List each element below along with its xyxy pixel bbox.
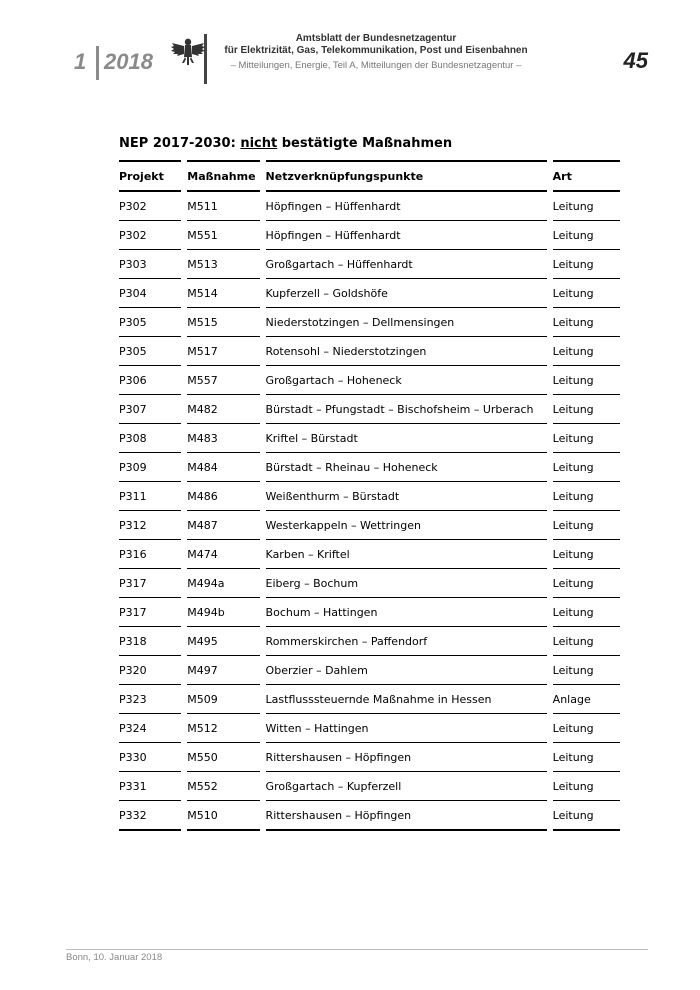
table-row xyxy=(119,482,620,511)
cell-netzverknuepfungspunkte: Weißenthurm – Bürstadt xyxy=(266,482,547,511)
cell-art: Anlage xyxy=(553,685,620,714)
table-row xyxy=(119,308,620,337)
table-row xyxy=(119,279,620,308)
cell-projekt: P305 xyxy=(119,308,181,337)
cell-art: Leitung xyxy=(553,714,620,743)
table-row xyxy=(119,569,620,598)
gazette-title-line2: für Elektrizität, Gas, Telekommunikation, Post und Eisenbahnen xyxy=(224,45,528,56)
column-header-massnahme: Maßnahme xyxy=(187,160,259,192)
table-row xyxy=(119,424,620,453)
section-title-prefix: NEP 2017-2030: xyxy=(119,136,241,151)
cell-massnahme: M512 xyxy=(187,714,259,743)
cell-art: Leitung xyxy=(553,482,620,511)
cell-massnahme: M550 xyxy=(187,743,259,772)
cell-art: Leitung xyxy=(553,424,620,453)
cell-art: Leitung xyxy=(553,569,620,598)
table-row xyxy=(119,366,620,395)
federal-eagle-icon xyxy=(170,34,206,68)
issue-year: 2018 xyxy=(104,49,153,74)
cell-netzverknuepfungspunkte: Großgartach – Kupferzell xyxy=(266,772,547,801)
cell-netzverknuepfungspunkte: Witten – Hattingen xyxy=(266,714,547,743)
cell-massnahme: M494a xyxy=(187,569,259,598)
table-row xyxy=(119,453,620,482)
page-number: 45 xyxy=(623,48,648,73)
table-row xyxy=(119,801,620,831)
cell-netzverknuepfungspunkte: Kriftel – Bürstadt xyxy=(266,424,547,453)
cell-netzverknuepfungspunkte: Lastflusssteuernde Maßnahme in Hessen xyxy=(266,685,547,714)
table-row xyxy=(119,250,620,279)
column-header-art: Art xyxy=(553,160,620,192)
cell-massnahme: M557 xyxy=(187,366,259,395)
cell-art: Leitung xyxy=(553,395,620,424)
table-row xyxy=(119,540,620,569)
cell-netzverknuepfungspunkte: Kupferzell – Goldshöfe xyxy=(266,279,547,308)
cell-massnahme: M497 xyxy=(187,656,259,685)
cell-projekt: P330 xyxy=(119,743,181,772)
cell-projekt: P311 xyxy=(119,482,181,511)
table-row xyxy=(119,337,620,366)
issue-divider xyxy=(96,46,99,80)
cell-art: Leitung xyxy=(553,801,620,831)
cell-massnahme: M487 xyxy=(187,511,259,540)
cell-projekt: P305 xyxy=(119,337,181,366)
cell-projekt: P324 xyxy=(119,714,181,743)
cell-netzverknuepfungspunkte: Großgartach – Hüffenhardt xyxy=(266,250,547,279)
cell-projekt: P304 xyxy=(119,279,181,308)
cell-netzverknuepfungspunkte: Niederstotzingen – Dellmensingen xyxy=(266,308,547,337)
cell-projekt: P323 xyxy=(119,685,181,714)
cell-massnahme: M514 xyxy=(187,279,259,308)
table-header-row xyxy=(119,160,620,192)
cell-massnahme: M474 xyxy=(187,540,259,569)
cell-art: Leitung xyxy=(553,337,620,366)
cell-massnahme: M509 xyxy=(187,685,259,714)
gazette-title-line1: Amtsblatt der Bundesnetzagentur xyxy=(295,33,457,44)
cell-netzverknuepfungspunkte: Eiberg – Bochum xyxy=(266,569,547,598)
cell-netzverknuepfungspunkte: Rotensohl – Niederstotzingen xyxy=(266,337,547,366)
cell-netzverknuepfungspunkte: Großgartach – Hoheneck xyxy=(266,366,547,395)
table-row xyxy=(119,192,620,221)
cell-massnahme: M551 xyxy=(187,221,259,250)
cell-massnahme: M482 xyxy=(187,395,259,424)
cell-netzverknuepfungspunkte: Rittershausen – Höpfingen xyxy=(266,743,547,772)
cell-projekt: P303 xyxy=(119,250,181,279)
cell-massnahme: M486 xyxy=(187,482,259,511)
table-row xyxy=(119,743,620,772)
cell-projekt: P331 xyxy=(119,772,181,801)
cell-art: Leitung xyxy=(553,279,620,308)
measures-table xyxy=(119,160,620,831)
cell-projekt: P308 xyxy=(119,424,181,453)
cell-massnahme: M494b xyxy=(187,598,259,627)
cell-projekt: P318 xyxy=(119,627,181,656)
table-row xyxy=(119,627,620,656)
column-header-projekt: Projekt xyxy=(119,160,181,192)
table-row xyxy=(119,714,620,743)
cell-netzverknuepfungspunkte: Bochum – Hattingen xyxy=(266,598,547,627)
cell-art: Leitung xyxy=(553,540,620,569)
cell-art: Leitung xyxy=(553,511,620,540)
footer-divider xyxy=(66,949,648,950)
cell-projekt: P320 xyxy=(119,656,181,685)
section-title-suffix: bestätigte Maßnahmen xyxy=(277,136,453,151)
cell-massnahme: M483 xyxy=(187,424,259,453)
table-row xyxy=(119,685,620,714)
table-row xyxy=(119,395,620,424)
cell-projekt: P316 xyxy=(119,540,181,569)
cell-netzverknuepfungspunkte: Karben – Kriftel xyxy=(266,540,547,569)
cell-art: Leitung xyxy=(553,656,620,685)
footer-place-date: Bonn, 10. Januar 2018 xyxy=(66,952,163,963)
cell-art: Leitung xyxy=(553,598,620,627)
cell-netzverknuepfungspunkte: Oberzier – Dahlem xyxy=(266,656,547,685)
cell-netzverknuepfungspunkte: Höpfingen – Hüffenhardt xyxy=(266,192,547,221)
cell-projekt: P306 xyxy=(119,366,181,395)
cell-massnahme: M484 xyxy=(187,453,259,482)
cell-art: Leitung xyxy=(553,627,620,656)
cell-art: Leitung xyxy=(553,772,620,801)
cell-art: Leitung xyxy=(553,192,620,221)
cell-massnahme: M513 xyxy=(187,250,259,279)
cell-netzverknuepfungspunkte: Rittershausen – Höpfingen xyxy=(266,801,547,831)
cell-projekt: P317 xyxy=(119,569,181,598)
table-row xyxy=(119,772,620,801)
logo-divider xyxy=(204,34,207,84)
cell-massnahme: M515 xyxy=(187,308,259,337)
cell-massnahme: M517 xyxy=(187,337,259,366)
cell-art: Leitung xyxy=(553,453,620,482)
cell-art: Leitung xyxy=(553,250,620,279)
column-header-netzverknuepfungspunkte: Netzverknüpfungspunkte xyxy=(266,160,547,192)
cell-projekt: P309 xyxy=(119,453,181,482)
cell-art: Leitung xyxy=(553,308,620,337)
cell-massnahme: M510 xyxy=(187,801,259,831)
section-title xyxy=(119,136,452,151)
section-title-emphasis: nicht xyxy=(240,136,278,151)
table-row xyxy=(119,656,620,685)
gazette-subtitle: – Mitteilungen, Energie, Teil A, Mitteilungen der Bundesnetzagentur – xyxy=(230,60,522,71)
cell-projekt: P307 xyxy=(119,395,181,424)
cell-massnahme: M552 xyxy=(187,772,259,801)
cell-projekt: P332 xyxy=(119,801,181,831)
cell-netzverknuepfungspunkte: Bürstadt – Pfungstadt – Bischofsheim – Urberach xyxy=(266,395,547,424)
cell-projekt: P302 xyxy=(119,192,181,221)
cell-art: Leitung xyxy=(553,366,620,395)
cell-netzverknuepfungspunkte: Höpfingen – Hüffenhardt xyxy=(266,221,547,250)
cell-netzverknuepfungspunkte: Westerkappeln – Wettringen xyxy=(266,511,547,540)
cell-netzverknuepfungspunkte: Rommerskirchen – Paffendorf xyxy=(266,627,547,656)
cell-projekt: P317 xyxy=(119,598,181,627)
cell-netzverknuepfungspunkte: Bürstadt – Rheinau – Hoheneck xyxy=(266,453,547,482)
table-row xyxy=(119,511,620,540)
cell-art: Leitung xyxy=(553,743,620,772)
cell-art: Leitung xyxy=(553,221,620,250)
cell-projekt: P302 xyxy=(119,221,181,250)
table-row xyxy=(119,221,620,250)
cell-massnahme: M495 xyxy=(187,627,259,656)
cell-projekt: P312 xyxy=(119,511,181,540)
table-row xyxy=(119,598,620,627)
issue-number: 1 xyxy=(74,49,87,74)
cell-massnahme: M511 xyxy=(187,192,259,221)
